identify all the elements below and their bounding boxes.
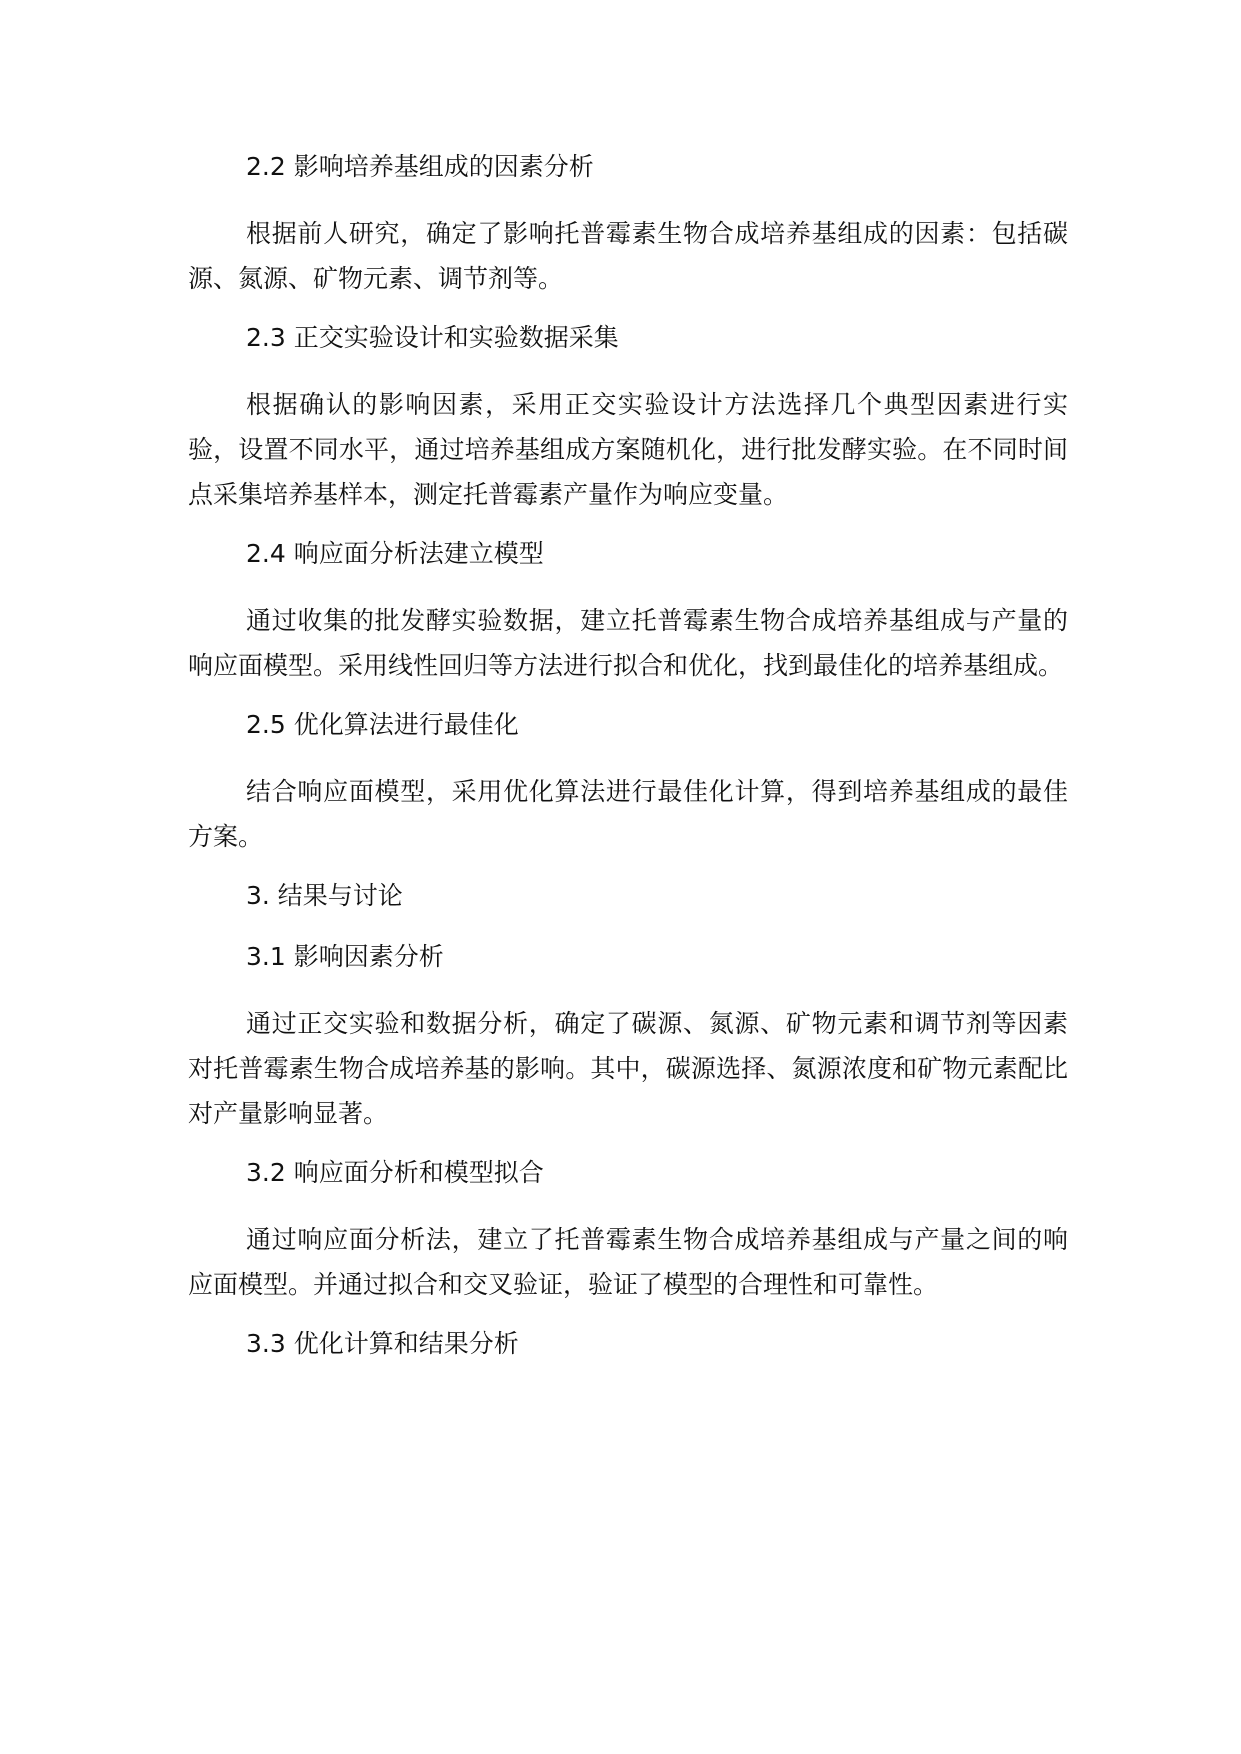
document-body — [188, 150, 1068, 1360]
paragraph-factors: 根据前人研究，确定了影响托普霉素生物合成培养基组成的因素：包括碳源、氮源、矿物元素、调节剂等。 — [188, 219, 1068, 293]
paragraph-orthogonal-design: 根据确认的影响因素，采用正交实验设计方法选择几个典型因素进行实验，设置不同水平，通过培养基组成方案随机化，进行批发酵实验。在不同时间点采集培养基样本，测定托普霉素产量作为响应变量。 — [188, 390, 1068, 509]
section-heading-2-5: 2.5 优化算法进行最佳化 — [246, 710, 519, 739]
paragraph-optimization: 结合响应面模型，采用优化算法进行最佳化计算，得到培养基组成的最佳方案。 — [188, 777, 1068, 851]
section-heading-3-3: 3.3 优化计算和结果分析 — [246, 1329, 519, 1358]
section-heading-3: 3. 结果与讨论 — [246, 881, 403, 910]
section-heading-2-3: 2.3 正交实验设计和实验数据采集 — [246, 323, 619, 352]
section-heading-3-2: 3.2 响应面分析和模型拟合 — [246, 1158, 544, 1187]
section-heading-2-2: 2.2 影响培养基组成的因素分析 — [246, 152, 594, 181]
section-heading-3-1: 3.1 影响因素分析 — [246, 942, 444, 971]
paragraph-model-fitting: 通过响应面分析法，建立了托普霉素生物合成培养基组成与产量之间的响应面模型。并通过拟合和交叉验证，验证了模型的合理性和可靠性。 — [188, 1225, 1068, 1299]
paragraph-response-surface-model: 通过收集的批发酵实验数据，建立托普霉素生物合成培养基组成与产量的响应面模型。采用线性回归等方法进行拟合和优化，找到最佳化的培养基组成。 — [188, 606, 1068, 680]
paragraph-factor-analysis: 通过正交实验和数据分析，确定了碳源、氮源、矿物元素和调节剂等因素对托普霉素生物合成培养基的影响。其中，碳源选择、氮源浓度和矿物元素配比对产量影响显著。 — [188, 1009, 1068, 1128]
section-heading-2-4: 2.4 响应面分析法建立模型 — [246, 539, 544, 568]
